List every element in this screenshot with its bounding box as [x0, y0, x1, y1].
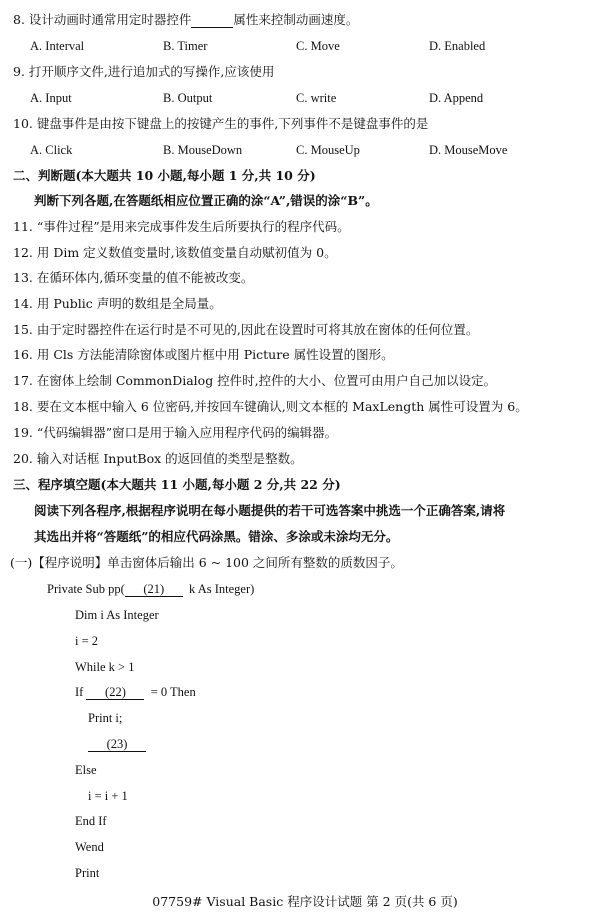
judgment-item: 12. 用 Dim 定义数值变量时,该数值变量自动赋初值为 0。 — [13, 245, 337, 260]
option-c: C. MouseUp — [296, 143, 360, 157]
option-c: C. write — [296, 91, 337, 105]
blank-23: (23) — [88, 737, 146, 752]
option-a: A. Input — [30, 91, 72, 105]
code-blank-line — [88, 736, 146, 752]
judgment-item: 15. 由于定时器控件在运行时是不可见的,因此在设置时可将其放在窗体的任何位置。 — [13, 322, 479, 337]
section-2-instruction: 判断下列各题,在答题纸相应位置正确的涂“A”,错误的涂“B”。 — [34, 193, 378, 208]
question-8-options — [30, 38, 590, 54]
code-if-line: If (22) = 0 Then — [75, 685, 196, 699]
option-b: B. MouseDown — [163, 143, 243, 157]
judgment-item: 17. 在窗体上绘制 CommonDialog 控件时,控件的大小、位置可由用户自己加以设定。 — [13, 373, 497, 388]
code-line: While k > 1 — [75, 660, 135, 674]
judgment-item: 20. 输入对话框 InputBox 的返回值的类型是整数。 — [13, 451, 303, 466]
code-line: Wend — [75, 840, 104, 854]
code-line: Print — [75, 866, 100, 880]
section-3-title: 三、程序填空题(本大题共 11 小题,每小题 2 分,共 22 分) — [13, 477, 341, 492]
page-footer: 07759# Visual Basic 程序设计试题 第 2 页(共 6 页) — [152, 894, 458, 909]
judgment-item: 11. “事件过程”是用来完成事件发生后所要执行的程序代码。 — [13, 219, 350, 234]
option-a: A. Interval — [30, 39, 85, 53]
code-line: i = i + 1 — [88, 789, 128, 803]
question-9-options — [30, 90, 590, 106]
code-line: Dim i As Integer — [75, 608, 159, 622]
question-10-stem: 10. 键盘事件是由按下键盘上的按键产生的事件,下列事件不是键盘事件的是 — [13, 116, 429, 131]
question-8-stem: 8. 设计动画时通常用定时器控件 属性来控制动画速度。 — [13, 12, 359, 27]
blank-21: (21) — [125, 582, 183, 597]
code-line: End If — [75, 814, 107, 828]
judgment-item: 16. 用 Cls 方法能清除窗体或图片框中用 Picture 属性设置的图形。 — [13, 347, 394, 362]
option-d: D. Append — [429, 91, 484, 105]
judgment-item: 18. 要在文本框中输入 6 位密码,并按回车键确认,则文本框的 MaxLength 属性可设置为 6。 — [13, 399, 528, 414]
section-3-instruction-line2: 其选出并将“答题纸”的相应代码涂黑。错涂、多涂或未涂均无分。 — [34, 529, 399, 544]
judgment-item: 13. 在循环体内,循环变量的值不能被改变。 — [13, 270, 254, 285]
question-9-stem: 9. 打开顺序文件,进行追加式的写操作,应该使用 — [13, 64, 275, 79]
blank-22: (22) — [86, 685, 144, 700]
option-c: C. Move — [296, 39, 340, 53]
option-a: A. Click — [30, 143, 73, 157]
judgment-item: 14. 用 Public 声明的数组是全局量。 — [13, 296, 222, 311]
option-b: B. Timer — [163, 39, 208, 53]
answer-blank — [191, 13, 233, 28]
option-d: D. Enabled — [429, 39, 486, 53]
section-3-instruction-line1: 阅读下列各程序,根据程序说明在每小题提供的若干可选答案中挑选一个正确答案,请将 — [34, 503, 506, 518]
code-sub-declaration: Private Sub pp( (21) k As Integer) — [47, 582, 255, 596]
section-2-title: 二、判断题(本大题共 10 小题,每小题 1 分,共 10 分) — [13, 168, 316, 183]
program-description: (一)【程序说明】单击窗体后输出 6 ~ 100 之间所有整数的质数因子。 — [10, 555, 403, 570]
option-d: D. MouseMove — [429, 143, 508, 157]
question-10-options — [30, 142, 590, 158]
judgment-item: 19. “代码编辑器”窗口是用于输入应用程序代码的编辑器。 — [13, 425, 338, 440]
code-line: i = 2 — [75, 634, 99, 648]
code-line: Print i; — [88, 711, 123, 725]
option-b: B. Output — [163, 91, 213, 105]
code-line: Else — [75, 763, 97, 777]
